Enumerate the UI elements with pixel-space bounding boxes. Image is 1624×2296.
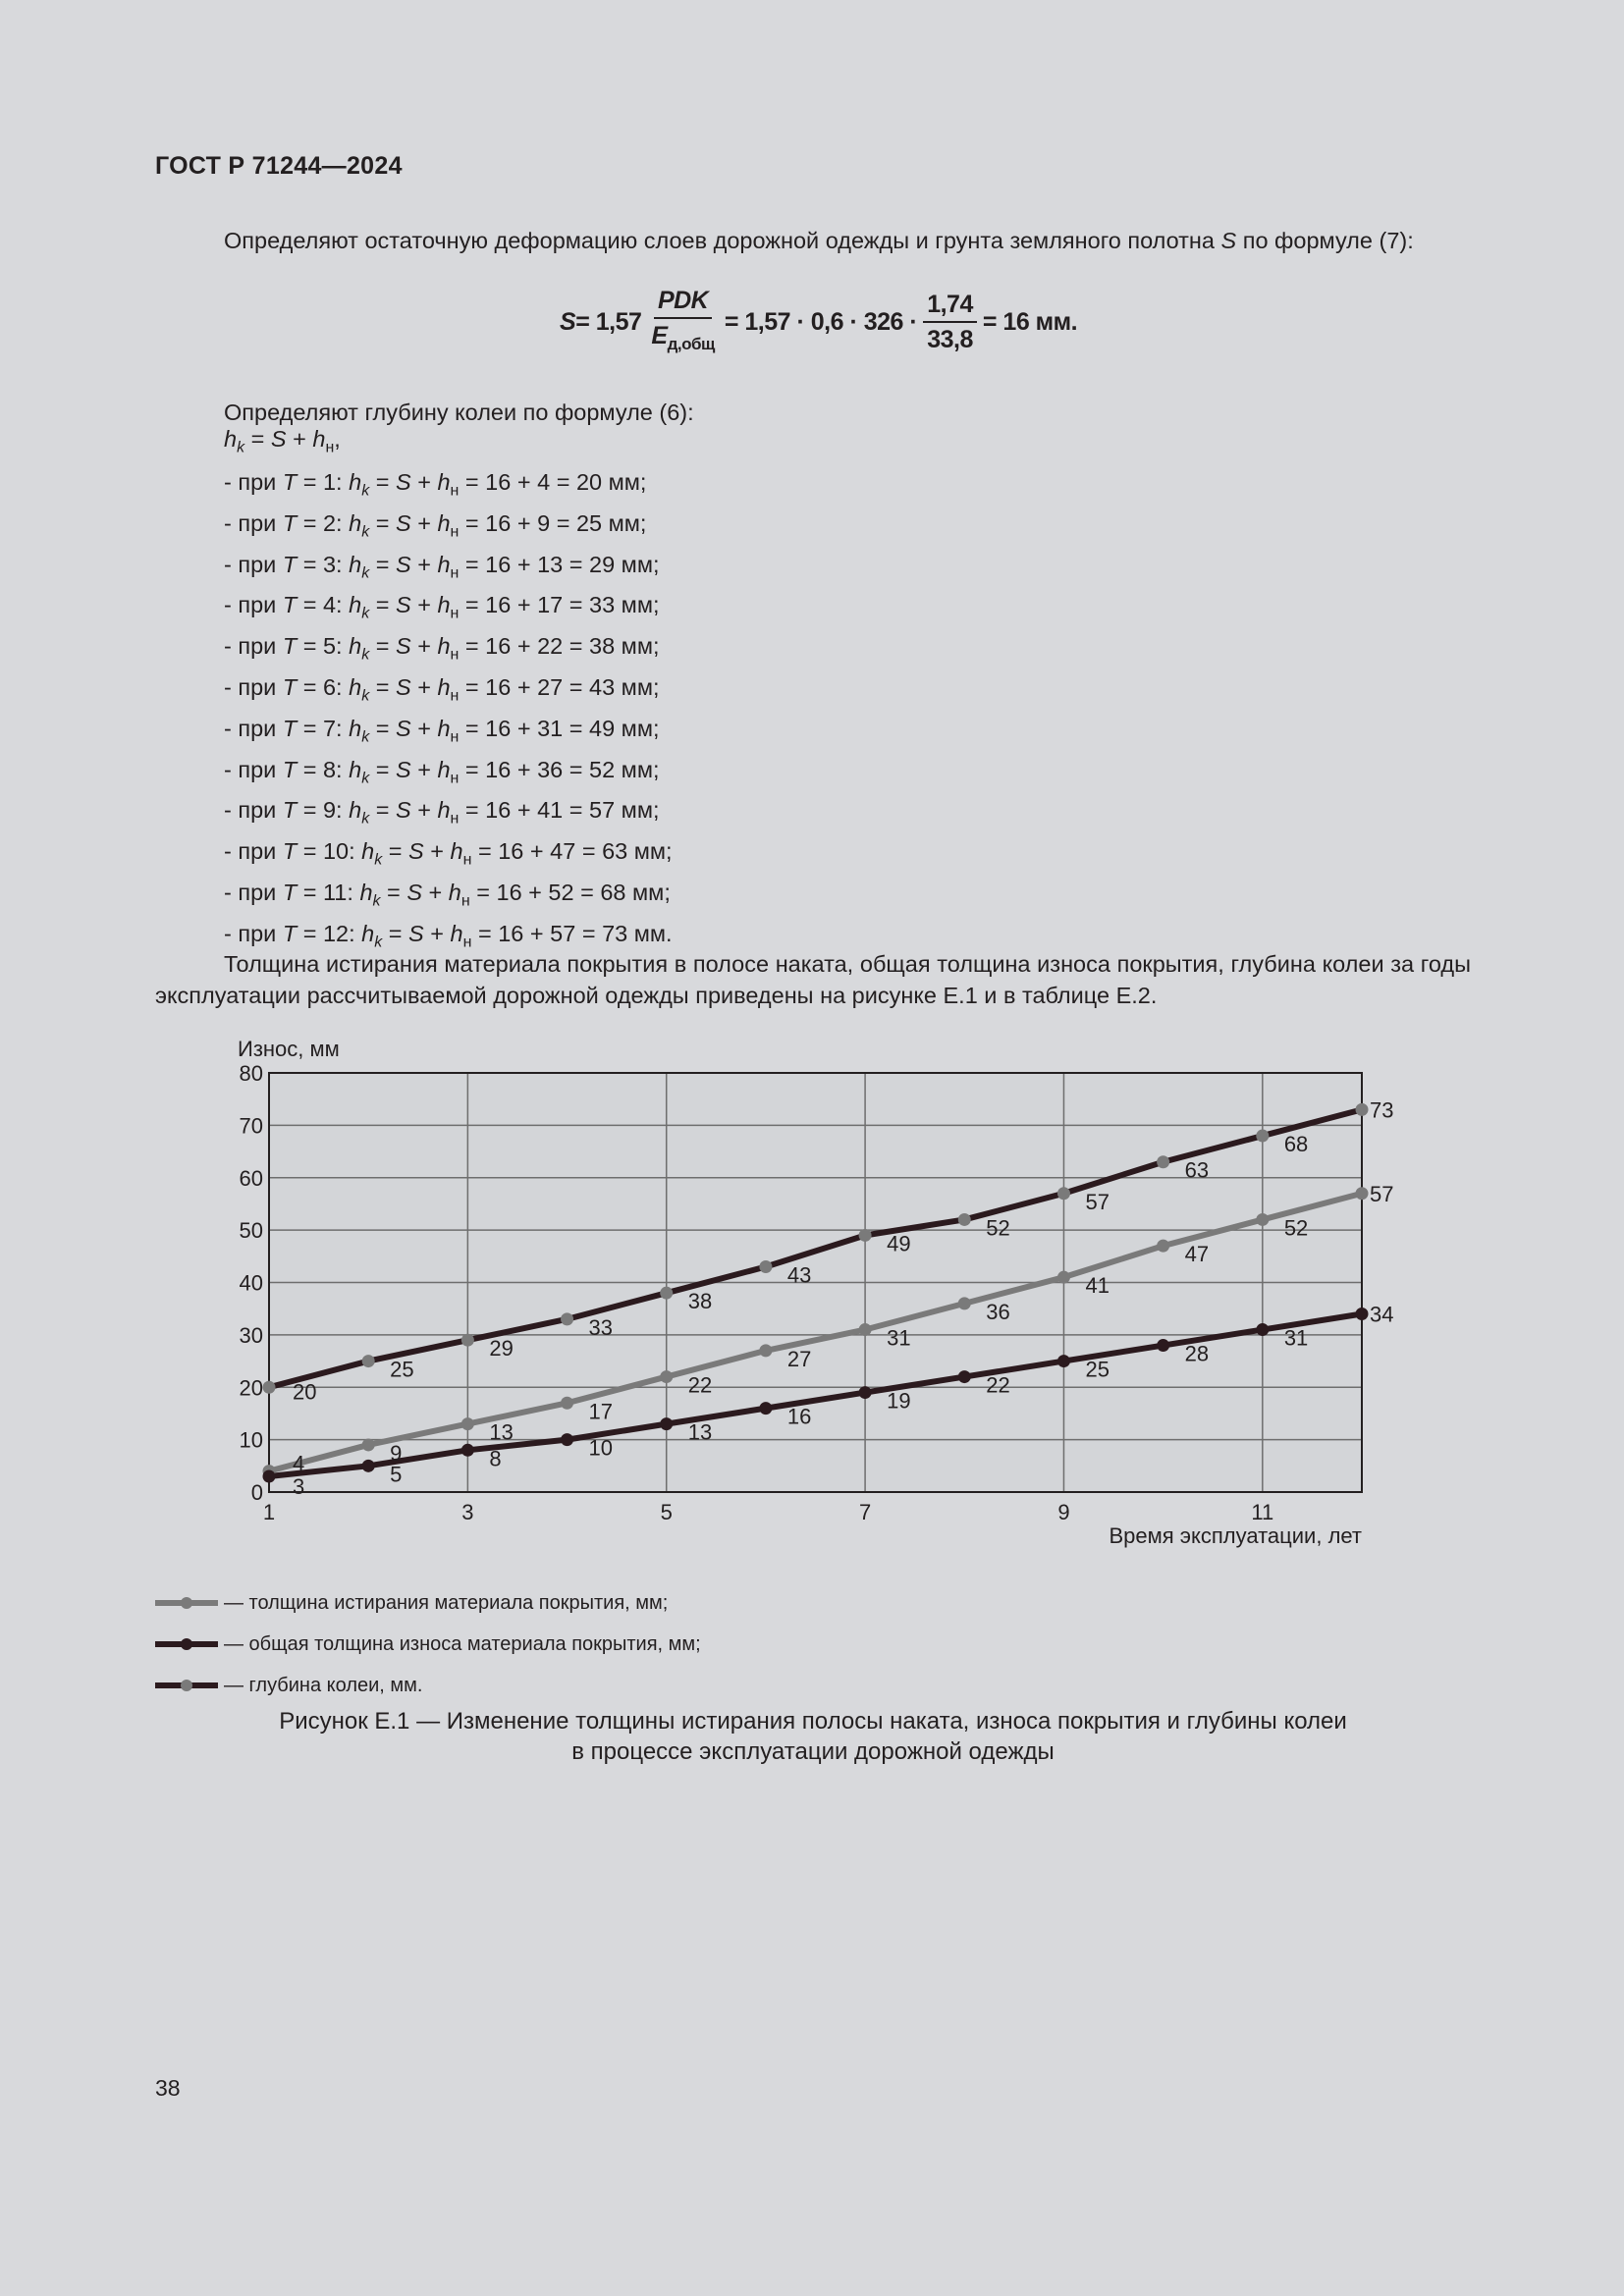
step-colon: :	[336, 797, 350, 824]
step-prefix: - при	[224, 633, 283, 660]
step-h: h	[349, 633, 362, 660]
step-n: н	[450, 646, 460, 664]
step-t-eq: =	[297, 920, 323, 946]
data-point	[1157, 1240, 1169, 1253]
step-prefix: - при	[224, 469, 283, 495]
p1-after: по формуле (7):	[1236, 228, 1414, 253]
step-h: h	[349, 592, 362, 618]
step-k: k	[361, 770, 370, 787]
legend-item-rut-depth	[155, 1665, 701, 1706]
data-label: 57	[1085, 1189, 1110, 1214]
step-t-value: 6	[322, 673, 337, 700]
step-prefix: - при	[224, 673, 283, 700]
data-point	[958, 1297, 971, 1309]
data-point	[1356, 1187, 1369, 1200]
x-tick-label: 11	[1251, 1500, 1274, 1524]
step-t-value: 10	[322, 838, 350, 865]
step-n: н	[450, 728, 460, 746]
step-calc: = 16 + 52 = 68 мм;	[469, 879, 671, 905]
x-axis-label: Время эксплуатации, лет	[1109, 1523, 1362, 1548]
data-label: 31	[1283, 1325, 1309, 1351]
data-point	[1057, 1271, 1070, 1284]
data-label: 47	[1184, 1242, 1210, 1267]
step-k: k	[361, 728, 370, 746]
data-label: 20	[293, 1379, 317, 1405]
step-h2: h	[437, 756, 451, 782]
step-h: h	[361, 920, 375, 946]
y-axis-label: Износ, мм	[238, 1037, 340, 1061]
step-s: S	[395, 756, 411, 782]
step-T: T	[282, 551, 298, 577]
data-point	[1157, 1339, 1169, 1352]
paragraph-summary: Толщина истирания материала покрытия в полосе наката, общая толщина износа покрытия, глубина колеи за годы эксплуатации рассчитываемой дорожной одежды приведены на рисунке Е.1 и в таблице Е.2.	[155, 951, 1471, 1008]
step-s: S	[395, 551, 411, 577]
legend-item-total-wear	[155, 1624, 701, 1665]
step-calc: = 16 + 17 = 33 мм;	[459, 592, 660, 618]
step-eq: =	[369, 469, 396, 495]
hk-k: k	[237, 439, 245, 456]
step-plus: +	[410, 633, 438, 660]
step-h: h	[361, 838, 375, 865]
data-label: 41	[1085, 1273, 1110, 1299]
step-T: T	[282, 673, 298, 700]
step-t-value: 8	[322, 756, 337, 782]
data-label: 8	[489, 1446, 502, 1471]
step-plus: +	[422, 879, 449, 905]
step-colon: :	[347, 879, 360, 905]
step-colon: :	[336, 756, 350, 782]
data-label: 13	[687, 1419, 713, 1445]
data-label: 57	[1370, 1181, 1394, 1206]
step-k: k	[374, 851, 383, 869]
step-eq: =	[369, 673, 396, 700]
data-label: 49	[887, 1231, 911, 1256]
step-k: k	[374, 934, 383, 951]
frac1-numerator: PDK	[654, 286, 712, 319]
hk-h: h	[224, 426, 238, 452]
step-calc: = 16 + 22 = 38 мм;	[459, 633, 660, 660]
x-tick-label: 7	[858, 1500, 872, 1524]
step-n: н	[450, 523, 460, 541]
step-prefix: - при	[224, 551, 283, 577]
step-h2: h	[437, 551, 451, 577]
formula-mid: = 1,57 · 0,6 · 326 ·	[724, 307, 918, 336]
step-T: T	[282, 592, 298, 618]
page-number: 38	[155, 2075, 181, 2101]
step-h2: h	[437, 633, 451, 660]
step-eq: =	[369, 551, 396, 577]
data-label: 28	[1184, 1341, 1210, 1366]
data-point	[1057, 1187, 1070, 1200]
step-h: h	[349, 756, 362, 782]
data-label: 31	[887, 1325, 911, 1351]
step-n: н	[450, 482, 460, 500]
step-calc: = 16 + 4 = 20 мм;	[459, 469, 647, 495]
step-t-eq: =	[297, 469, 323, 495]
step-h2: h	[437, 592, 451, 618]
step-calc: = 16 + 47 = 63 мм;	[471, 838, 673, 865]
step-h2: h	[450, 838, 463, 865]
y-tick-label: 60	[239, 1165, 263, 1191]
step-t-value: 5	[322, 633, 337, 660]
step-t-value: 1	[322, 469, 337, 495]
step-h: h	[349, 673, 362, 700]
hk-tail: ,	[334, 426, 341, 452]
data-point	[660, 1287, 673, 1300]
legend-label-rut-depth: — глубина колеи, мм.	[224, 1674, 423, 1696]
p1-before: Определяют остаточную деформацию слоев дорожной одежды и грунта земляного полотна	[224, 228, 1221, 253]
legend-line-gray-icon	[155, 1593, 218, 1613]
step-t-eq: =	[297, 592, 323, 618]
formula-result: = 16 мм.	[982, 307, 1078, 336]
step-t-eq: =	[297, 715, 323, 741]
data-label: 22	[687, 1372, 713, 1398]
step-k: k	[361, 687, 370, 705]
legend-item-abrasion	[155, 1582, 701, 1624]
step-calc: = 16 + 31 = 49 мм;	[459, 715, 660, 741]
data-point	[1057, 1355, 1070, 1367]
step-h2: h	[437, 509, 451, 536]
step-t-eq: =	[297, 756, 323, 782]
hk-plus: +	[286, 426, 313, 452]
hk-n: н	[325, 439, 335, 456]
data-point	[362, 1438, 375, 1451]
step-eq: =	[369, 756, 396, 782]
step-s: S	[395, 633, 411, 660]
formula-eq1: = 1,57	[575, 307, 642, 336]
data-point	[561, 1397, 573, 1410]
step-eq: =	[382, 838, 409, 865]
step-t-eq: =	[297, 838, 323, 865]
step-calc: = 16 + 36 = 52 мм;	[459, 756, 660, 782]
step-t-value: 3	[322, 551, 337, 577]
step-plus: +	[410, 592, 438, 618]
y-tick-label: 80	[239, 1061, 263, 1086]
step-s: S	[406, 879, 422, 905]
chart-legend	[155, 1582, 701, 1706]
data-label: 5	[390, 1462, 403, 1487]
data-point	[759, 1402, 772, 1415]
step-t-eq: =	[297, 879, 323, 905]
step-calc: = 16 + 27 = 43 мм;	[459, 673, 660, 700]
y-tick-label: 20	[239, 1375, 263, 1401]
step-h2: h	[437, 715, 451, 741]
step-n: н	[462, 851, 472, 869]
y-tick-label: 0	[250, 1480, 263, 1505]
paragraph-rut-depth: Определяют глубину колеи по формуле (6):	[224, 400, 694, 425]
step-prefix: - при	[224, 879, 283, 905]
data-label: 68	[1283, 1132, 1309, 1157]
step-t-eq: =	[297, 633, 323, 660]
x-tick-label: 1	[262, 1500, 276, 1524]
data-label: 73	[1370, 1097, 1394, 1123]
step-t-value: 12	[322, 920, 350, 946]
data-point	[263, 1381, 276, 1394]
data-label: 63	[1184, 1157, 1210, 1183]
step-n: н	[450, 770, 460, 787]
step-prefix: - при	[224, 920, 283, 946]
formula-lhs: S	[560, 307, 576, 336]
data-point	[263, 1469, 276, 1482]
data-point	[362, 1355, 375, 1367]
step-eq: =	[369, 715, 396, 741]
caption-line-1: Рисунок Е.1 — Изменение толщины истирания полосы наката, износа покрытия и глубины колеи	[279, 1708, 1347, 1735]
step-t-value: 2	[322, 509, 337, 536]
frac1-den-main: E	[651, 321, 668, 349]
data-point	[759, 1260, 772, 1273]
legend-line-dark-gray-dot-icon	[155, 1676, 218, 1695]
y-tick-label: 10	[239, 1427, 263, 1453]
data-point	[1256, 1130, 1269, 1143]
step-s: S	[408, 920, 424, 946]
step-n: н	[450, 811, 460, 828]
data-label: 36	[986, 1299, 1010, 1324]
step-T: T	[282, 469, 298, 495]
step-T: T	[282, 756, 298, 782]
step-colon: :	[336, 633, 350, 660]
step-t-eq: =	[297, 551, 323, 577]
step-t-value: 9	[322, 797, 337, 824]
frac2-denominator: 33,8	[927, 326, 973, 353]
step-s: S	[395, 797, 411, 824]
data-label: 52	[1283, 1215, 1309, 1241]
step-plus: +	[410, 551, 438, 577]
hk-s: S	[270, 426, 287, 452]
step-plus: +	[410, 509, 438, 536]
step-n: н	[450, 687, 460, 705]
data-point	[461, 1444, 474, 1457]
step-calc: = 16 + 13 = 29 мм;	[459, 551, 660, 577]
step-t-value: 4	[322, 592, 337, 618]
step-T: T	[282, 797, 298, 824]
x-tick-label: 3	[461, 1500, 474, 1524]
p1-var: S	[1220, 228, 1237, 253]
data-label: 25	[390, 1357, 414, 1382]
data-label: 19	[887, 1388, 911, 1414]
step-colon: :	[336, 469, 350, 495]
step-n: н	[450, 606, 460, 623]
step-t-value: 7	[322, 715, 337, 741]
data-label: 10	[588, 1435, 614, 1461]
data-point	[461, 1334, 474, 1347]
step-plus: +	[410, 673, 438, 700]
frac2-numerator: 1,74	[923, 290, 977, 323]
step-plus: +	[423, 838, 451, 865]
data-point	[1256, 1213, 1269, 1226]
step-prefix: - при	[224, 509, 283, 536]
figure-caption	[155, 1706, 1471, 1767]
step-h: h	[349, 551, 362, 577]
data-point	[1356, 1103, 1369, 1116]
document-header: ГОСТ Р 71244—2024	[155, 152, 403, 180]
hk-eq: =	[244, 426, 271, 452]
data-label: 34	[1370, 1302, 1394, 1327]
data-label: 17	[588, 1399, 614, 1424]
step-k: k	[361, 606, 370, 623]
step-colon: :	[349, 920, 362, 946]
data-point	[958, 1213, 971, 1226]
data-label: 27	[786, 1346, 812, 1371]
data-label: 52	[986, 1215, 1010, 1241]
step-t-eq: =	[297, 797, 323, 824]
step-k: k	[361, 646, 370, 664]
step-T: T	[282, 838, 298, 865]
frac1-den-sub: д,общ	[667, 334, 715, 353]
step-eq: =	[369, 797, 396, 824]
step-colon: :	[336, 592, 350, 618]
data-point	[660, 1370, 673, 1383]
y-tick-label: 40	[239, 1270, 263, 1296]
data-point	[561, 1312, 573, 1325]
step-T: T	[282, 509, 298, 536]
step-s: S	[408, 838, 424, 865]
step-eq: =	[369, 592, 396, 618]
y-tick-label: 30	[239, 1322, 263, 1348]
step-k: k	[361, 523, 370, 541]
step-colon: :	[336, 715, 350, 741]
data-point	[1356, 1308, 1369, 1320]
data-label: 38	[687, 1289, 713, 1314]
step-h2: h	[437, 797, 451, 824]
data-label: 25	[1085, 1357, 1110, 1382]
data-point	[1157, 1155, 1169, 1168]
step-eq: =	[382, 920, 409, 946]
step-plus: +	[410, 469, 438, 495]
legend-line-dark-icon	[155, 1634, 218, 1654]
step-s: S	[395, 673, 411, 700]
step-eq: =	[369, 633, 396, 660]
step-h2: h	[450, 920, 463, 946]
step-colon: :	[336, 673, 350, 700]
step-eq: =	[380, 879, 407, 905]
step-s: S	[395, 509, 411, 536]
step-prefix: - при	[224, 797, 283, 824]
legend-label-abrasion: — толщина истирания материала покрытия, мм;	[224, 1591, 669, 1614]
step-h: h	[349, 715, 362, 741]
step-k: k	[372, 892, 381, 910]
step-eq: =	[369, 509, 396, 536]
y-tick-label: 50	[239, 1218, 263, 1244]
step-t-eq: =	[297, 509, 323, 536]
step-T: T	[282, 920, 298, 946]
step-s: S	[395, 715, 411, 741]
data-point	[859, 1386, 872, 1399]
step-k: k	[361, 482, 370, 500]
step-calc: = 16 + 57 = 73 мм.	[471, 920, 673, 946]
step-n: н	[450, 564, 460, 582]
step-colon: :	[336, 551, 350, 577]
data-label: 29	[489, 1336, 514, 1362]
data-point	[859, 1229, 872, 1242]
data-label: 22	[986, 1372, 1010, 1398]
data-point	[660, 1417, 673, 1430]
step-prefix: - при	[224, 592, 283, 618]
hk-h2: h	[312, 426, 326, 452]
step-calc: = 16 + 9 = 25 мм;	[459, 509, 647, 536]
data-label: 43	[786, 1262, 812, 1288]
step-h2: h	[448, 879, 461, 905]
data-label: 3	[293, 1473, 305, 1499]
step-T: T	[282, 715, 298, 741]
x-tick-label: 5	[660, 1500, 673, 1524]
step-plus: +	[423, 920, 451, 946]
step-h: h	[349, 797, 362, 824]
step-T: T	[282, 879, 298, 905]
step-t-value: 11	[322, 879, 348, 905]
step-plus: +	[410, 715, 438, 741]
data-label: 33	[588, 1314, 614, 1340]
step-T: T	[282, 633, 298, 660]
step-prefix: - при	[224, 756, 283, 782]
data-point	[759, 1344, 772, 1357]
x-tick-label: 9	[1057, 1500, 1070, 1524]
step-h: h	[349, 509, 362, 536]
step-colon: :	[349, 838, 362, 865]
step-h2: h	[437, 469, 451, 495]
step-prefix: - при	[224, 715, 283, 741]
data-point	[561, 1433, 573, 1446]
data-point	[461, 1417, 474, 1430]
data-point	[859, 1323, 872, 1336]
data-label: 13	[489, 1419, 514, 1445]
data-label: 9	[390, 1440, 403, 1466]
step-colon: :	[336, 509, 350, 536]
step-plus: +	[410, 756, 438, 782]
step-h: h	[349, 469, 362, 495]
caption-line-2: в процессе эксплуатации дорожной одежды	[571, 1738, 1055, 1765]
data-point	[362, 1460, 375, 1472]
step-h: h	[359, 879, 373, 905]
step-n: н	[462, 934, 472, 951]
step-prefix: - при	[224, 838, 283, 865]
y-tick-label: 70	[239, 1113, 263, 1139]
step-h2: h	[437, 673, 451, 700]
step-n: н	[460, 892, 470, 910]
step-plus: +	[410, 797, 438, 824]
legend-label-total-wear: — общая толщина износа материала покрытия, мм;	[224, 1632, 701, 1655]
step-s: S	[395, 469, 411, 495]
step-t-eq: =	[297, 673, 323, 700]
step-k: k	[361, 564, 370, 582]
data-label: 4	[293, 1451, 305, 1476]
step-calc: = 16 + 41 = 57 мм;	[459, 797, 660, 824]
data-point	[1256, 1323, 1269, 1336]
data-point	[958, 1370, 971, 1383]
step-k: k	[361, 811, 370, 828]
data-label: 16	[786, 1404, 812, 1429]
step-s: S	[395, 592, 411, 618]
